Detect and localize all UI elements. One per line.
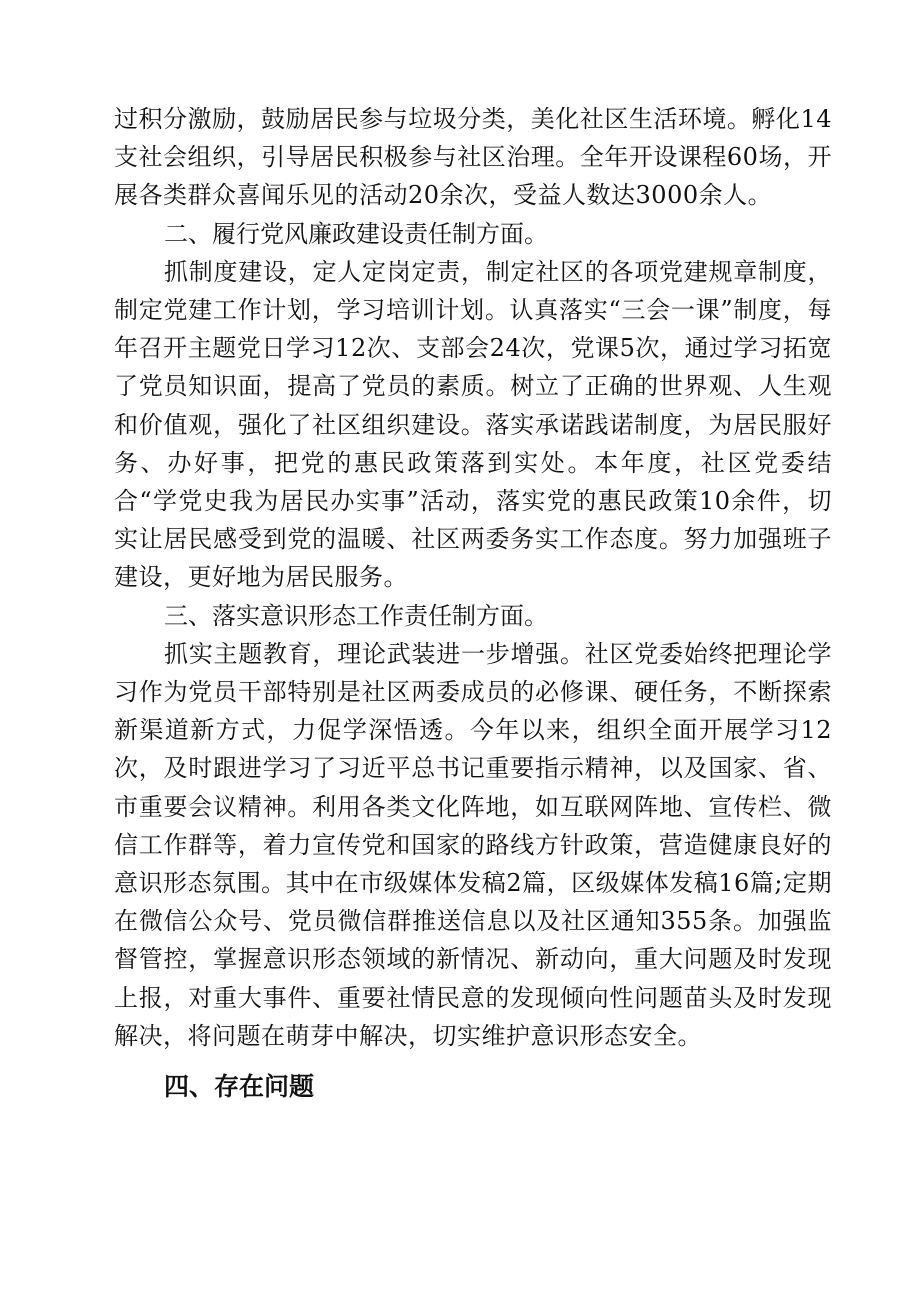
section-heading-problems: 四、存在问题 [164, 1072, 315, 1102]
document-page [114, 100, 832, 1107]
paragraph-community-activities: 过积分激励，鼓励居民参与垃圾分类，美化社区生活环境。孵化14支社会组织，引导居民积极参与社区治理。全年开设课程60场，开展各类群众喜闻乐见的活动20余次，受益人数达3000余人。 [114, 105, 832, 210]
section-heading-party-conduct: 二、履行党风廉政建设责任制方面。 [164, 219, 548, 248]
paragraph-theme-education: 抓实主题教育，理论武装进一步增强。社区党委始终把理论学习作为党员干部特别是社区两委成员的必修课、硬任务，不断探索新渠道新方式，力促学深悟透。今年以来，组织全面开展学习12次，及时跟进学习了习近平总书记重要指示精神，以及国家、省、市重要会议精神。利用各类文化阵地，如互联网阵地、宣传栏、微信工作群等，着力宣传党和国家的路线方针政策，营造健康良好的意识形态氛围。其中在市级媒体发稿2篇，区级媒体发稿16篇;定期在微信公众号、党员微信群推送信息以及社区通知355条。加强监督管控，掌握意识形态领域的新情况、新动向，重大问题及时发现上报，对重大事件、重要社情民意的发现倾向性问题苗头及时发现解决，将问题在萌芽中解决，切实维护意识形态安全。 [114, 639, 832, 1050]
section-heading-ideology: 三、落实意识形态工作责任制方面。 [164, 601, 548, 630]
paragraph-system-building: 抓制度建设，定人定岗定责，制定社区的各项党建规章制度，制定党建工作计划，学习培训计划。认真落实“三会一课”制度，每年召开主题党日学习12次、支部会24次，党课5次，通过学习拓宽了党员知识面，提高了党员的素质。树立了正确的世界观、人生观和价值观，强化了社区组织建设。落实承诺践诺制度，为居民服好务、办好事，把党的惠民政策落到实处。本年度，社区党委结合“学党史我为居民办实事”活动，落实党的惠民政策10余件，切实让居民感受到党的温暖、社区两委务实工作态度。努力加强班子建设，更好地为居民服务。 [114, 257, 832, 592]
